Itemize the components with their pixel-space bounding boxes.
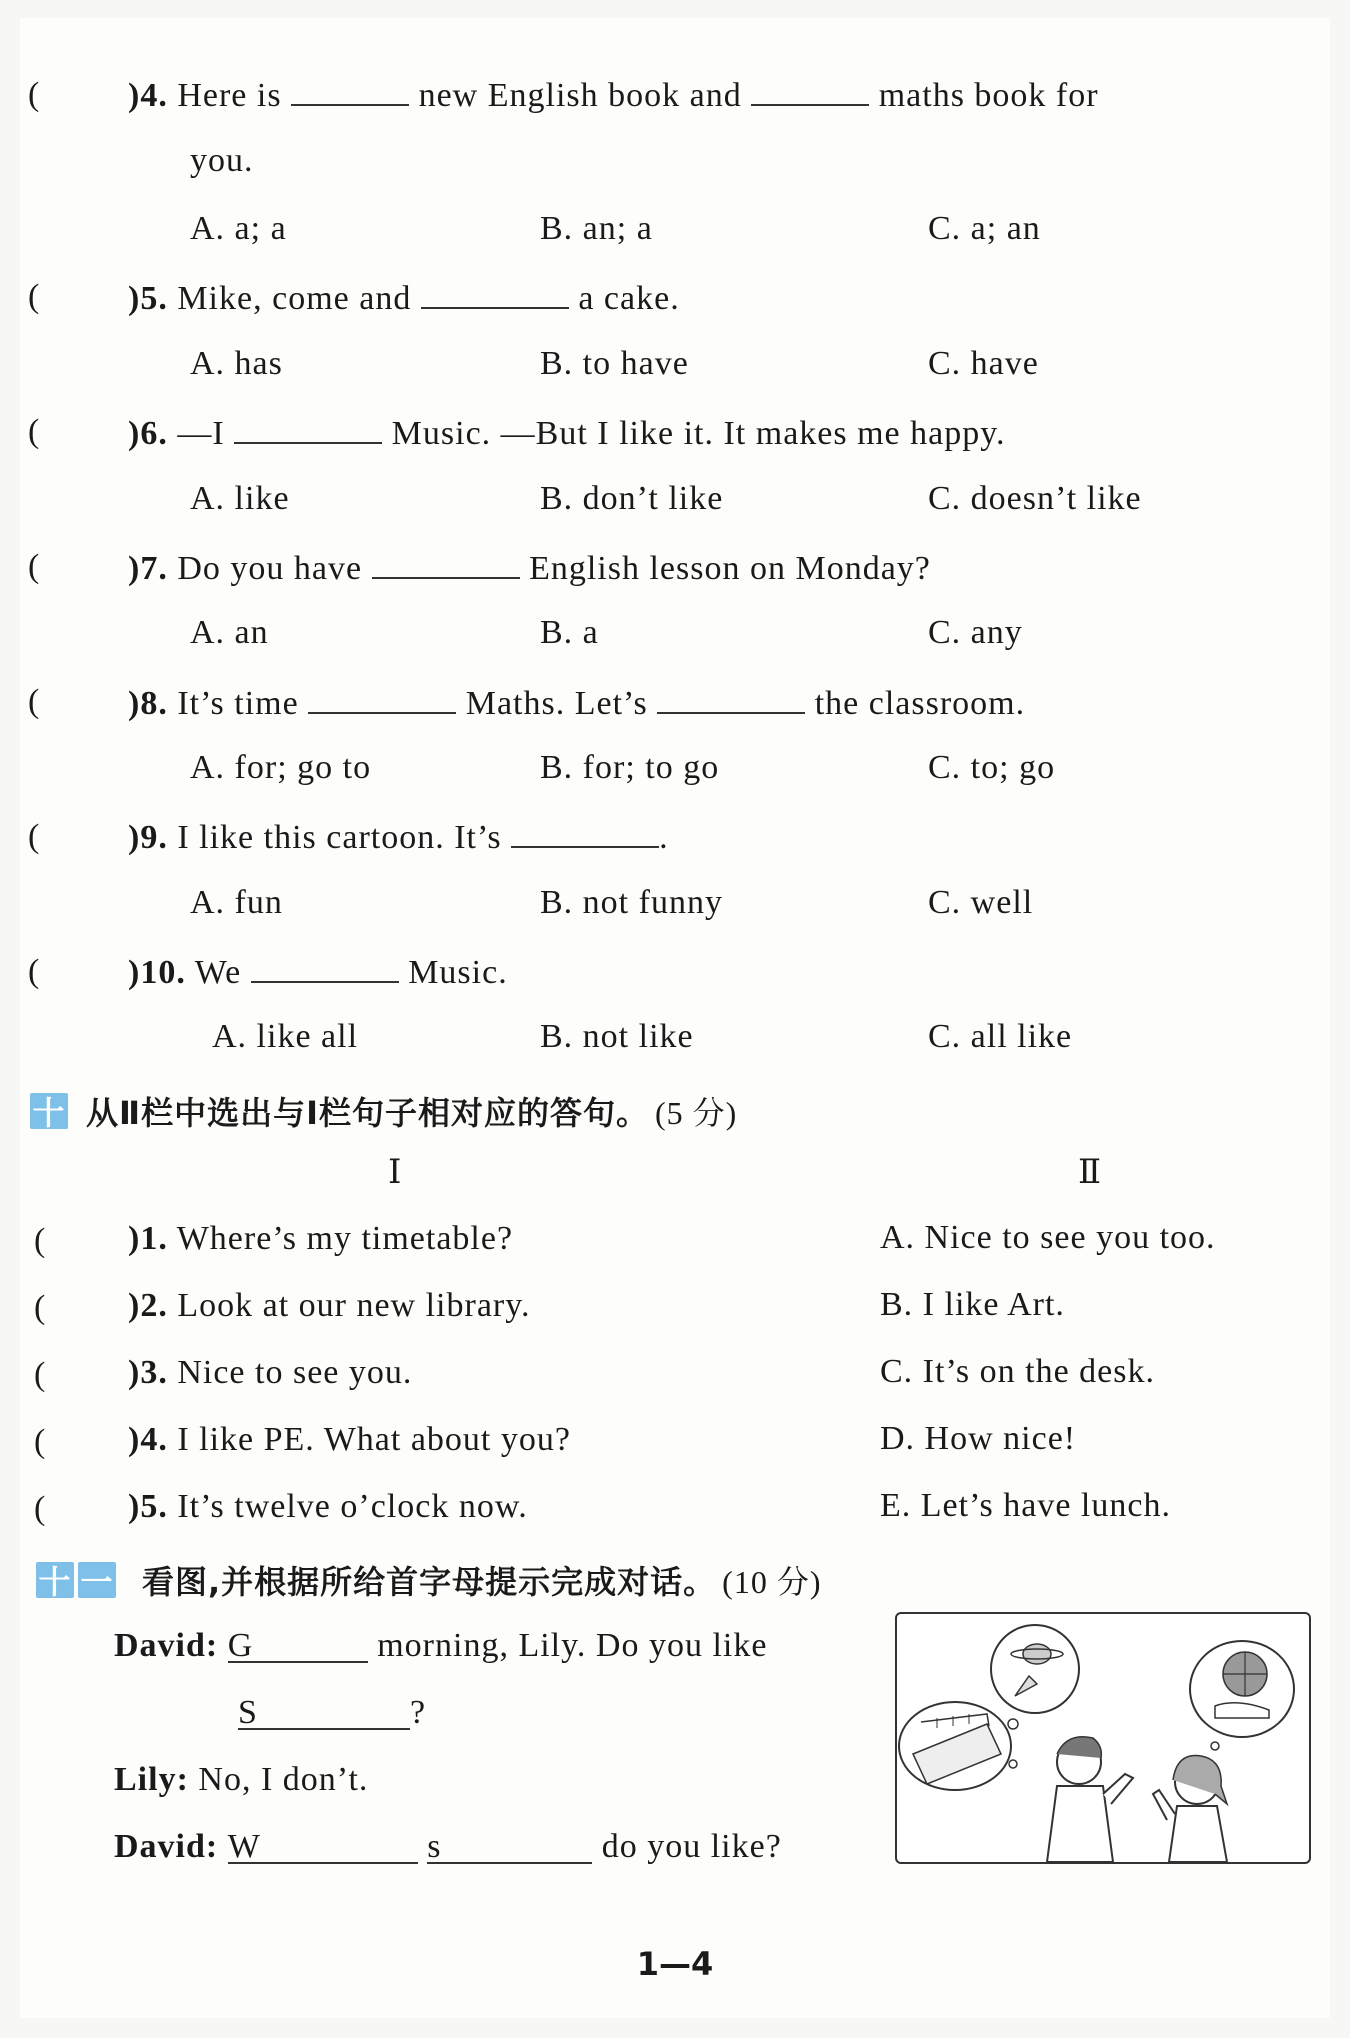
option-b: B. not like — [540, 1018, 694, 1055]
answer-paren: ( — [34, 1289, 46, 1326]
option-b: B. for; to go — [540, 749, 720, 786]
match-left-4: )4. I like PE. What about you? — [128, 1421, 571, 1458]
letter-blank[interactable]: W — [228, 1828, 418, 1864]
letter-blank[interactable]: S — [238, 1694, 410, 1730]
column-1-header: Ⅰ — [388, 1154, 402, 1191]
sports-thought-bubble — [1190, 1641, 1294, 1750]
answer-blank[interactable] — [308, 682, 456, 714]
question-6: )6. —I Music. —But I like it. It makes me happy. — [128, 412, 1006, 453]
option-b: B. a — [540, 614, 599, 651]
question-7: )7. Do you have English lesson on Monday? — [128, 547, 931, 588]
answer-blank[interactable] — [657, 682, 805, 714]
section-11-heading — [36, 1557, 822, 1603]
answer-paren: ( — [34, 1222, 46, 1259]
section-score: (10 分) — [722, 1564, 822, 1600]
girl-figure — [1153, 1756, 1227, 1863]
boy-figure — [1047, 1737, 1133, 1862]
dialogue-line-4: David: W s do you like? — [114, 1828, 782, 1865]
option-b: B. an; a — [540, 210, 653, 247]
dialogue-line-2: S ? — [238, 1694, 427, 1731]
option-a: A. like — [190, 480, 290, 517]
answer-paren: ( — [34, 1356, 46, 1393]
option-b: B. not funny — [540, 884, 723, 921]
match-right-d: D. How nice! — [880, 1420, 1077, 1457]
section-number-badge: 十 — [36, 1562, 74, 1598]
option-a: A. like all — [212, 1018, 359, 1055]
page-number: 1—4 — [636, 1945, 714, 1983]
answer-paren: ( — [28, 548, 40, 585]
children-illustration — [897, 1614, 1309, 1862]
answer-paren: ( — [34, 1490, 46, 1527]
option-c: C. all like — [928, 1018, 1073, 1055]
match-left-5: )5. It’s twelve o’clock now. — [128, 1488, 528, 1525]
answer-paren: ( — [28, 278, 40, 315]
answer-blank[interactable] — [372, 547, 520, 579]
option-c: C. well — [928, 884, 1034, 921]
answer-blank[interactable] — [291, 74, 409, 106]
column-2-header: Ⅱ — [1078, 1154, 1102, 1191]
answer-blank[interactable] — [421, 277, 569, 309]
letter-blank[interactable]: s — [427, 1828, 592, 1864]
match-right-e: E. Let’s have lunch. — [880, 1487, 1171, 1524]
dialogue-line-3: Lily: No, I don’t. — [114, 1761, 369, 1798]
answer-paren: ( — [34, 1423, 46, 1460]
answer-paren: ( — [28, 76, 40, 113]
answer-paren: ( — [28, 413, 40, 450]
match-left-3: )3. Nice to see you. — [128, 1354, 413, 1391]
question-10: )10. We Music. — [128, 951, 508, 992]
dialogue-line-1: David: G morning, Lily. Do you like — [114, 1627, 768, 1664]
section-score: (5 分) — [655, 1095, 738, 1131]
section-number-badge: 一 — [78, 1562, 116, 1598]
match-left-1: )1. Where’s my timetable? — [128, 1220, 514, 1257]
option-c: C. doesn’t like — [928, 480, 1142, 517]
section-10-heading — [30, 1088, 737, 1134]
question-4: )4. Here is new English book and maths book for — [128, 74, 1099, 115]
option-c: C. have — [928, 345, 1039, 382]
match-left-2: )2. Look at our new library. — [128, 1287, 531, 1324]
option-c: C. any — [928, 614, 1023, 651]
answer-paren: ( — [28, 818, 40, 855]
answer-blank[interactable] — [751, 74, 869, 106]
illustration-frame — [895, 1612, 1311, 1864]
match-right-b: B. I like Art. — [880, 1286, 1065, 1323]
section-number-badge: 十 — [30, 1093, 68, 1129]
answer-blank[interactable] — [251, 951, 399, 983]
answer-blank[interactable] — [511, 816, 659, 848]
answer-paren: ( — [28, 953, 40, 990]
question-5: )5. Mike, come and a cake. — [128, 277, 680, 318]
option-c: C. to; go — [928, 749, 1056, 786]
question-4-cont: you. — [190, 142, 254, 179]
option-b: B. don’t like — [540, 480, 724, 517]
option-a: A. a; a — [190, 210, 287, 247]
option-a: A. an — [190, 614, 269, 651]
answer-paren: ( — [28, 683, 40, 720]
option-b: B. to have — [540, 345, 689, 382]
answer-blank[interactable] — [234, 412, 382, 444]
question-8: )8. It’s time Maths. Let’s the classroom. — [128, 682, 1025, 723]
letter-blank[interactable]: G — [228, 1627, 368, 1663]
option-c: C. a; an — [928, 210, 1041, 247]
section-title: 从Ⅱ栏中选出与Ⅰ栏句子相对应的答句。 — [86, 1094, 649, 1132]
classroom-thought-bubble — [899, 1702, 1017, 1790]
question-9: )9. I like this cartoon. It’s . — [128, 816, 669, 857]
section-title: 看图,并根据所给首字母提示完成对话。 — [142, 1563, 717, 1601]
option-a: A. for; go to — [190, 749, 372, 786]
option-a: A. has — [190, 345, 283, 382]
option-a: A. fun — [190, 884, 283, 921]
match-right-c: C. It’s on the desk. — [880, 1353, 1155, 1390]
match-right-a: A. Nice to see you too. — [880, 1219, 1216, 1256]
